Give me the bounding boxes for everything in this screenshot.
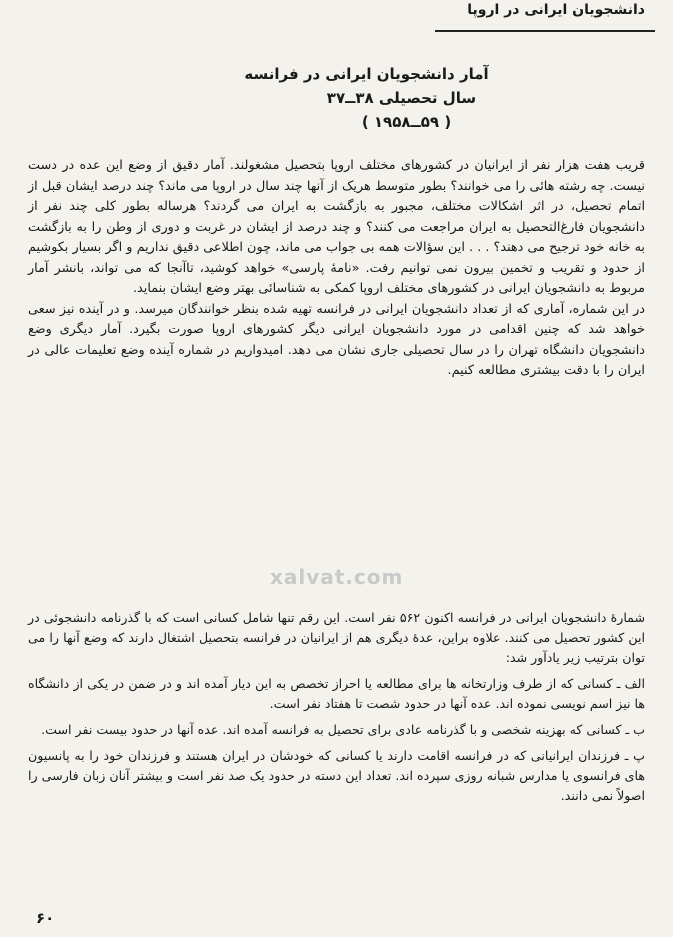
paragraph-item-pe: پ ـ فرزندان ایرانیانی که در فرانسه اقامت دارند یا کسانی که خودشان در ایران هستند و فرزندان خود را به پانسیون های فرانسوی یا مدارس شبانه روزی سپرده اند. تعداد این دسته در حدود یک صد نفر است و بیشتر آنان زبان فارسی را اصولاً نمی دانند. bbox=[28, 748, 645, 803]
article-title-block bbox=[0, 62, 673, 134]
statistics-section bbox=[28, 608, 645, 812]
intro-section bbox=[28, 156, 645, 382]
paragraph-student-count: شمارهٔ دانشجویان ایرانی در فرانسه اکنون ۵۶۲ نفر است. این رقم تنها شامل کسانی است که با گذرنامه دانشجوئی در این کشور تحصیل می کنند. علاوه براین، عدهٔ دیگری هم از ایرانیان در فرانسه بتحصیل اشتغال دارند که وضع آنها را می توان بترتیب زیر یادآور شد: bbox=[28, 610, 645, 665]
paragraph-item-be: ب ـ کسانی که بهزینه شخصی و با گذرنامه عادی برای تحصیل به فرانسه آمده اند. عده آنها در حدود بیست نفر است. bbox=[41, 722, 645, 737]
page-number: ۶۰ bbox=[36, 909, 55, 927]
academic-year-subtitle: سال تحصیلی ۳۸ــ۳۷ bbox=[326, 89, 477, 107]
paragraph-item-alef: الف ـ کسانی که از طرف وزارتخانه ها برای مطالعه یا احراز تخصص به این دیار آمده اند و در ضمن در یکی از دانشگاه ها نیز اسم نویسی نموده اند. عده آنها در حدود شصت تا هفتاد نفر است. bbox=[28, 676, 645, 711]
header-rule bbox=[435, 30, 655, 32]
gregorian-year-subtitle: ( ۵۹ــ۱۹۵۸ ) bbox=[361, 113, 452, 131]
running-head: دانشجویان ایرانی در اروپا bbox=[467, 2, 645, 18]
article-title: آمار دانشجویان ایرانی در فرانسه bbox=[244, 65, 489, 83]
watermark: xalvat.com bbox=[270, 565, 404, 589]
paragraph-this-issue: در این شماره، آماری که از تعداد دانشجویان ایرانی در فرانسه تهیه شده بنظر خوانندگان میرسد. و در آینده نیز سعی خواهد شد که چنین اقدامی در مورد دانشجویان ایرانی دیگر کشورهای اروپا صورت بگیرد. آمار دیگری وضع دانشجویان دانشگاه تهران را در سال تحصیلی جاری نشان می دهد. امیدواریم در شماره آینده وضع تعلیمات عالی در ایران را با دقت بیشتری مطالعه کنیم. bbox=[28, 301, 645, 378]
paragraph-intro: قریب هفت هزار نفر از ایرانیان در کشورهای مختلف اروپا بتحصیل مشغولند. آمار دقیق از وضع این عده در دست نیست. چه رشته هائی را می خوانند؟ بطور متوسط هریک از آنها چند سال در اروپا می ماند؟ چند درصد ایشان قبل از اتمام تحصیل، در اثر اشکالات مختلف، مجبور به بازگشت به ایران می گردند؟ هرساله بطور کلی چند نفر از دانشجویان فارغ‌التحصیل به ایران مراجعت می کنند؟ و چند درصد از ایشان در غربت و دوری از وطن را به بازگشت به خانه خود ترجیح می دهند؟ . . . این سؤالات همه بی جواب می ماند، چون اطلاعی دقیق نداریم و اگر بسیار بکوشیم از حدود و تقریب و تخمین بیرون نمی توانیم رفت. «نامهٔ پارسی» خواهد کوشید، تاآنجا که می تواند، بانشر آمار مربوط به دانشجویان ایرانی در کشورهای مختلف اروپا کمکی به شناسائی بهتر وضع ایشان بنماید. bbox=[28, 158, 645, 296]
